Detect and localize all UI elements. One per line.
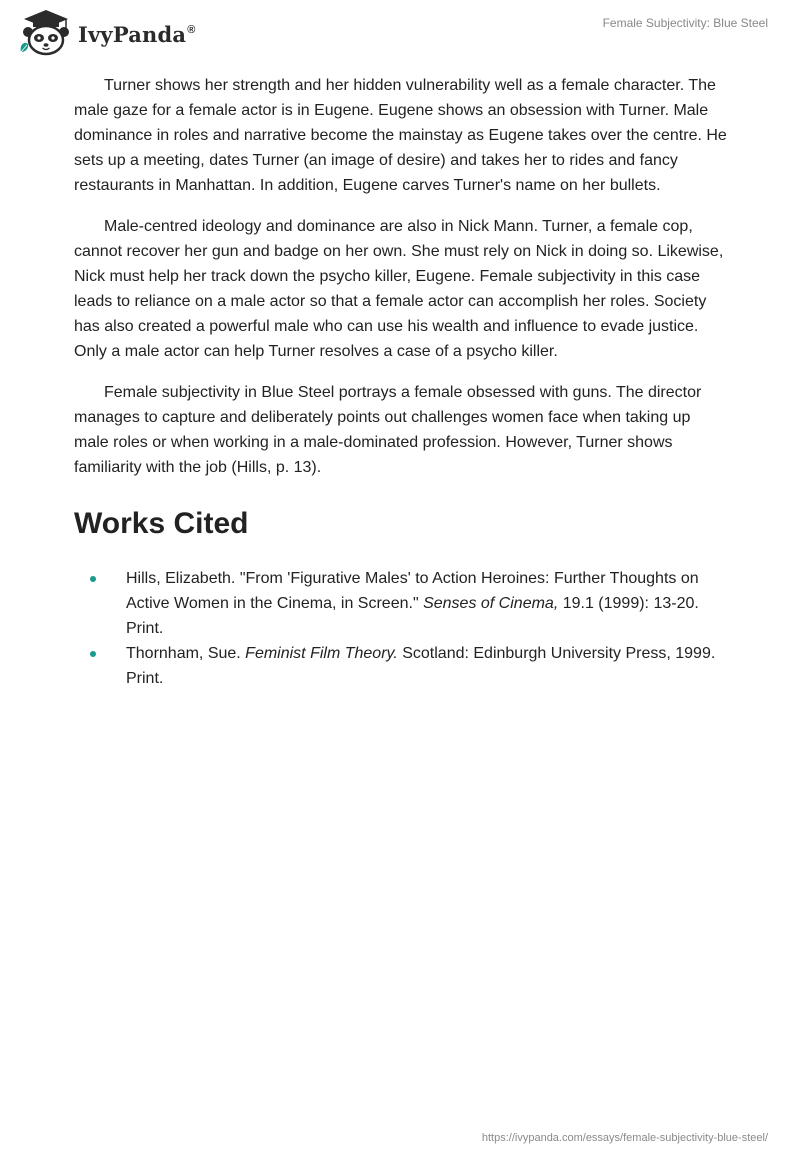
bullet-icon: [90, 576, 96, 582]
citation-item: [74, 566, 728, 641]
panda-graduate-icon: [16, 8, 76, 56]
source-url-link[interactable]: https://ivypanda.com/essays/female-subjectivity-blue-steel/: [481, 1132, 768, 1144]
works-cited-list: [74, 566, 728, 691]
citation-details: 19.1 (1999): 13-20. Print.: [126, 595, 699, 637]
bullet-icon: [90, 651, 96, 657]
citation-text: Hills, Elizabeth. "From 'Figurative Males' to Action Heroines: Further Thoughts on Active Women in the Cinema, in Screen.": [126, 570, 699, 612]
citation-source: Feminist Film Theory.: [245, 645, 398, 662]
citation-item: [74, 641, 728, 691]
paragraph: Turner shows her strength and her hidden vulnerability well as a female character. The male gaze for a female actor is in Eugene. Eugene shows an obsession with Turner. Male dominance in roles and narrative become the mainstay as Eugene takes over the centre. He sets up a meeting, dates Turner (an image of desire) and takes her to rides and fancy restaurants in Manhattan. In addition, Eugene carves Turner's name on her bullets.: [74, 77, 727, 194]
brand-name: IvyPanda®: [78, 21, 196, 47]
works-cited-heading: Works Cited: [74, 507, 249, 540]
paragraph: Male-centred ideology and dominance are also in Nick Mann. Turner, a female cop, cannot recover her gun and badge on her own. She must rely on Nick in doing so. Likewise, Nick must help her track down the psycho killer, Eugene. Female subjectivity in this case leads to reliance on a male actor so that a female actor can accomplish her roles. Society has also created a powerful male who can use his wealth and influence to evade justice. Only a male actor can help Turner resolves a case of a psycho killer.: [74, 218, 724, 360]
essay-body: [74, 73, 728, 691]
document-title: Female Subjectivity: Blue Steel: [602, 16, 768, 30]
paragraph: Female subjectivity in Blue Steel portrays a female obsessed with guns. The director manages to capture and deliberately points out challenges women face when taking up male roles or when working in a male-dominated profession. However, Turner shows familiarity with the job (Hills, p. 13).: [74, 384, 702, 476]
ivypanda-logo[interactable]: [16, 8, 196, 56]
page-header: [0, 0, 800, 60]
citation-text: Thornham, Sue.: [126, 645, 246, 662]
citation-details: Scotland: Edinburgh University Press, 1999. Print.: [126, 645, 716, 687]
citation-source: Senses of Cinema,: [423, 595, 559, 612]
